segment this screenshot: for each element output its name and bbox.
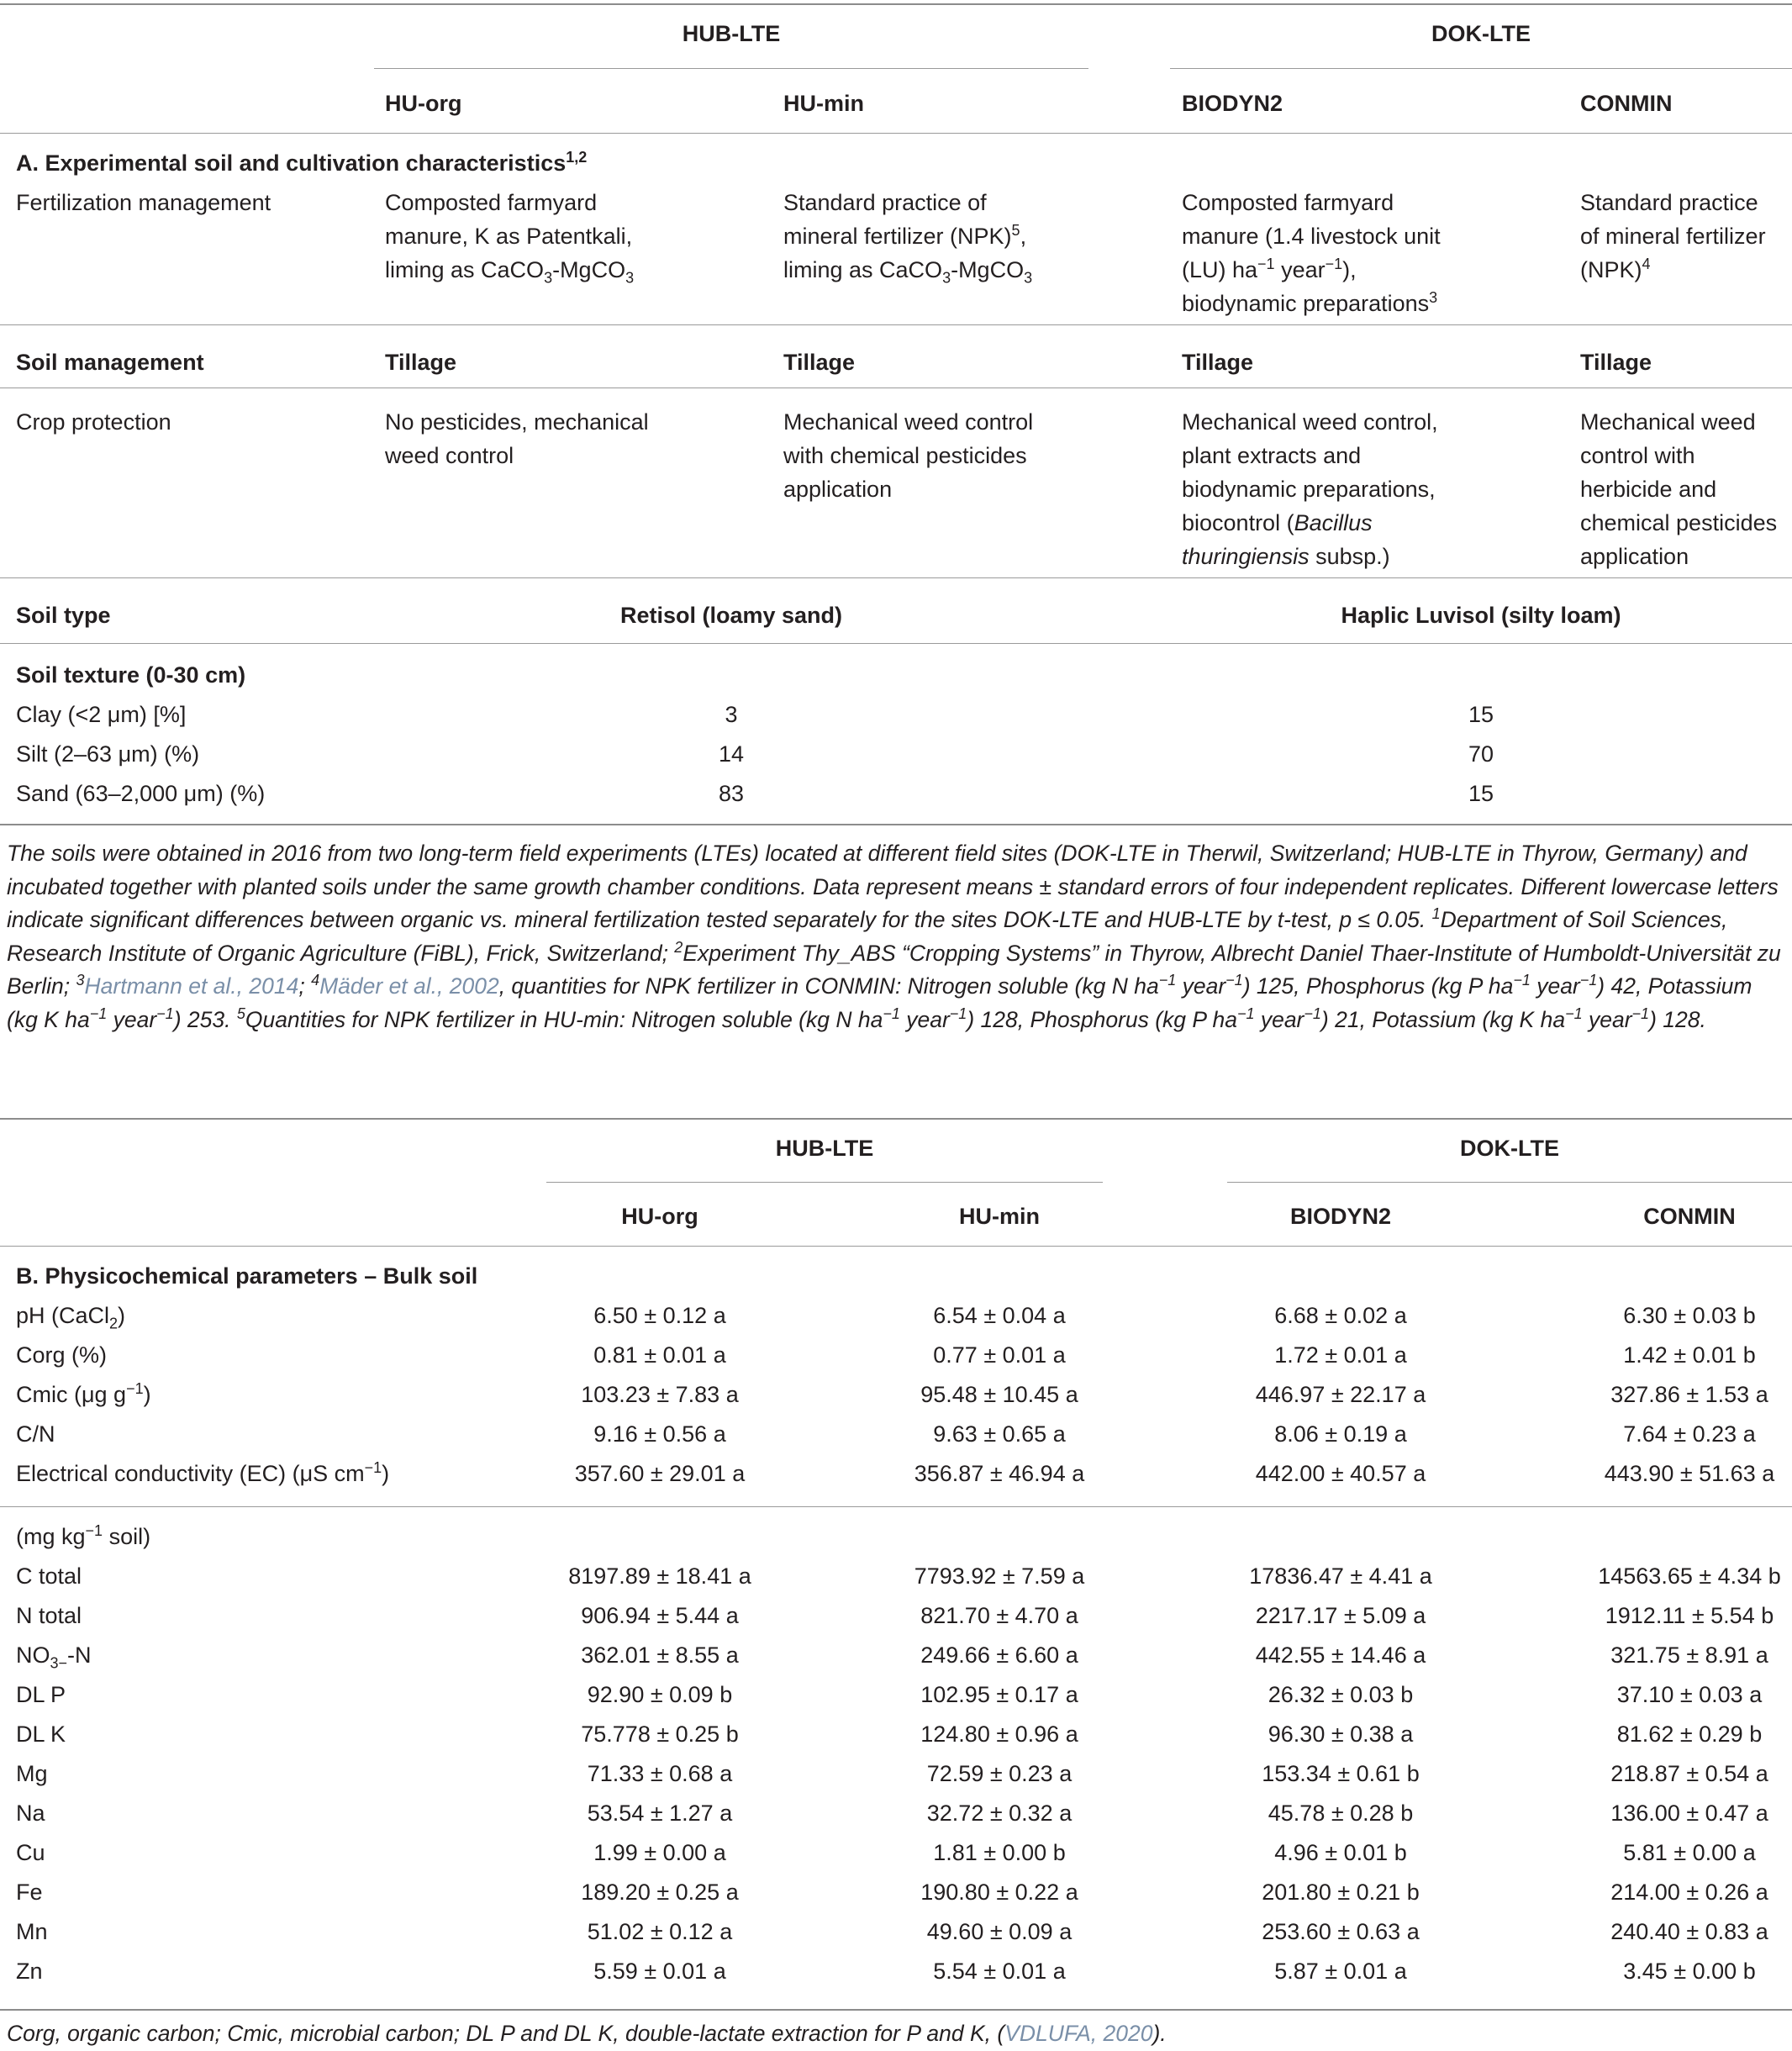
- cell-soil-type-hub: Retisol (loamy sand): [619, 603, 843, 628]
- col-header-b-biodyn2: BIODYN2: [1289, 1204, 1392, 1229]
- cell-soil-management-biodyn2: Tillage: [1182, 350, 1254, 375]
- table-cell: 443.90 ± 51.63 a: [1604, 1461, 1775, 1486]
- table-cell: 442.00 ± 40.57 a: [1255, 1461, 1426, 1486]
- header-rule: [0, 133, 1792, 134]
- row-label: Corg (%): [16, 1342, 108, 1368]
- cell-fertilization-biodyn2: Composted farmyard manure (1.4 livestock unit (LU) $ha^{-1}$ year$^{-1}$), biodynamic preparations$^3$: [1182, 190, 1441, 316]
- row-label-soil-type: Soil type: [16, 603, 111, 628]
- cell-sand-dok: 15: [1468, 781, 1494, 806]
- table-cell: 6.68 ± 0.02 a: [1274, 1303, 1407, 1328]
- table-cell: 95.48 ± 10.45 a: [920, 1382, 1078, 1407]
- group-header-hub-lte: HUB-LTE: [682, 21, 781, 46]
- group-header-b-hub-lte: HUB-LTE: [775, 1136, 874, 1161]
- table-cell: 1.81 ± 0.00 b: [933, 1840, 1066, 1865]
- table-a-footnote: The soils were obtained in 2016 from two long-term field experiments (LTEs) located at different field sites (DOK-LTE in Therwil, Switzerland; HUB-LTE in Thyrow, Germany) and incubated together with planted soils under the same growth chamber conditions. Data represent means ± standard errors of four independent replicates. Different lowercase letters indicate significant differences between organic vs. mineral fertilization tested separately for the sites DOK-LTE and HUB-LTE by t-test, p ≤ 0.05. $^1$Department of Soil Sciences, Research Institute of Organic Agriculture (FiBL), Frick, Switzerland; $^2$Experiment Thy_ABS “Cropping Systems” in Thyrow, Albrecht Daniel Thaer-Institute of Humboldt-Universität zu Berlin; $^3$Hartmann et al., 2014; $^4$Mäder et al., 2002, quantities for NPK fertilizer in CONMIN: Nitrogen soluble (kg N $ha^{-1}$ year$^{-1}$) 125, Phosphorus (kg P $ha^{-1}$ year$^{-1}$) 42, Potassium (kg K $ha^{-1}$ year$^{-1}$) 253. $^5$Quantities for NPK fertilizer in HU-min: Nitrogen soluble (kg N $ha^{-1}$ year$^{-1}$) 128, Phosphorus (kg P $ha^{-1}$ year$^{-1}$) 21, Potassium (kg K $ha^{-1}$ year$^{-1}$) 128.: [7, 841, 1781, 1032]
- group-rule-b-dok: [1227, 1182, 1792, 1183]
- col-header-hu-min: HU-min: [783, 91, 864, 116]
- table-cell: 96.30 ± 0.38 a: [1268, 1721, 1414, 1747]
- cell-soil-management-hu-min: Tillage: [783, 350, 856, 375]
- table-cell: 32.72 ± 0.32 a: [926, 1801, 1073, 1826]
- table-cell: 1.42 ± 0.01 b: [1623, 1342, 1756, 1368]
- table-cell: 821.70 ± 4.70 a: [920, 1603, 1078, 1628]
- table-cell: 6.30 ± 0.03 b: [1623, 1303, 1756, 1328]
- cell-clay-dok: 15: [1468, 702, 1494, 727]
- rule-after-soil-type: [0, 643, 1792, 644]
- table-cell: 201.80 ± 0.21 b: [1262, 1880, 1420, 1905]
- table-cell: 362.01 ± 8.55 a: [581, 1642, 739, 1668]
- row-label: Cmic (μg $g^{-1}$): [16, 1380, 151, 1407]
- cell-fertilization-hu-org: Composted farmyard manure, K as Patentkali, liming as CaCO$_3$-MgCO$_3$: [385, 190, 635, 287]
- table-a-top-rule: [0, 3, 1792, 5]
- table-cell: 6.50 ± 0.12 a: [593, 1303, 726, 1328]
- cell-fertilization-hu-min: Standard practice of mineral fertilizer (NPK)$^5$, liming as CaCO$_3$-MgCO$_3$: [783, 190, 1033, 287]
- section-title-b: B. Physicochemical parameters – Bulk soil: [16, 1263, 478, 1289]
- rule-mid-b: [0, 1506, 1792, 1507]
- row-label: Na: [16, 1801, 45, 1826]
- cell-silt-dok: 70: [1468, 741, 1494, 767]
- group-header-b-dok-lte: DOK-LTE: [1460, 1136, 1559, 1161]
- table-cell: 5.81 ± 0.00 a: [1623, 1840, 1756, 1865]
- table-cell: 7793.92 ± 7.59 a: [914, 1563, 1085, 1589]
- table-b-top-rule: [0, 1118, 1792, 1120]
- cell-soil-management-hu-org: Tillage: [385, 350, 457, 375]
- row-label: Fe: [16, 1880, 43, 1905]
- table-cell: 37.10 ± 0.03 a: [1616, 1682, 1763, 1707]
- table-cell: 71.33 ± 0.68 a: [587, 1761, 733, 1786]
- table-cell: 45.78 ± 0.28 b: [1268, 1801, 1414, 1826]
- row-label: Electrical conductivity (EC) (μS $cm^{-1}$): [16, 1459, 390, 1486]
- table-cell: 240.40 ± 0.83 a: [1610, 1919, 1768, 1944]
- cell-crop-protection-hu-min: Mechanical weed control with chemical pesticides application: [783, 409, 1034, 502]
- row-label-soil-texture: Soil texture (0-30 cm): [16, 662, 246, 688]
- table-cell: 5.87 ± 0.01 a: [1274, 1959, 1407, 1984]
- row-label: Zn: [16, 1959, 43, 1984]
- table-cell: 906.94 ± 5.44 a: [581, 1603, 739, 1628]
- cell-crop-protection-hu-org: No pesticides, mechanical weed control: [385, 409, 649, 468]
- table-cell: 0.81 ± 0.01 a: [593, 1342, 726, 1368]
- table-cell: 14563.65 ± 4.34 b: [1598, 1563, 1781, 1589]
- table-cell: 5.54 ± 0.01 a: [933, 1959, 1066, 1984]
- row-label: DL P: [16, 1682, 66, 1707]
- group-rule-hub: [374, 68, 1088, 69]
- table-cell: 6.54 ± 0.04 a: [933, 1303, 1066, 1328]
- cell-fertilization-conmin: Standard practice of mineral fertilizer (NPK)$^4$: [1580, 190, 1766, 282]
- header-rule-b: [0, 1246, 1792, 1247]
- table-cell: 49.60 ± 0.09 a: [926, 1919, 1073, 1944]
- col-header-conmin: CONMIN: [1580, 91, 1673, 116]
- cell-soil-type-dok: Haplic Luvisol (silty loam): [1341, 603, 1621, 628]
- row-label-fertilization: Fertilization management: [16, 190, 271, 215]
- table-cell: 92.90 ± 0.09 b: [587, 1682, 733, 1707]
- table-cell: 3.45 ± 0.00 b: [1623, 1959, 1756, 1984]
- table-cell: 51.02 ± 0.12 a: [587, 1919, 733, 1944]
- table-cell: 1912.11 ± 5.54 b: [1605, 1603, 1774, 1628]
- row-label-soil-management: Soil management: [16, 350, 204, 375]
- row-label: pH (CaCl$_2$): [16, 1303, 126, 1332]
- table-cell: 81.62 ± 0.29 b: [1616, 1721, 1763, 1747]
- table-cell: 153.34 ± 0.61 b: [1262, 1761, 1420, 1786]
- table-cell: 103.23 ± 7.83 a: [581, 1382, 739, 1407]
- table-b-footnote: Corg, organic carbon; Cmic, microbial carbon; DL P and DL K, double-lactate extraction for P and K, (VDLUFA, 2020).: [7, 2021, 1167, 2046]
- table-cell: 5.59 ± 0.01 a: [593, 1959, 726, 1984]
- col-header-hu-org: HU-org: [385, 91, 462, 116]
- col-header-b-hu-min: HU-min: [959, 1204, 1040, 1229]
- row-label-sand: Sand (63–2,000 μm) (%): [16, 781, 266, 806]
- table-cell: 4.96 ± 0.01 b: [1274, 1840, 1407, 1865]
- group-rule-dok: [1170, 68, 1792, 69]
- table-cell: 72.59 ± 0.23 a: [926, 1761, 1073, 1786]
- table-cell: 136.00 ± 0.47 a: [1610, 1801, 1768, 1826]
- group-header-dok-lte: DOK-LTE: [1431, 21, 1531, 46]
- table-cell: 26.32 ± 0.03 b: [1268, 1682, 1414, 1707]
- cell-crop-protection-biodyn2: Mechanical weed control, plant extracts and biodynamic preparations, biocontrol (Bacillus thuringiensis subsp.): [1182, 409, 1438, 569]
- row-label-silt: Silt (2–63 μm) (%): [16, 741, 200, 767]
- col-header-biodyn2: BIODYN2: [1182, 91, 1283, 116]
- row-label: DL K: [16, 1721, 66, 1747]
- cell-sand-hub: 83: [718, 781, 745, 806]
- section-title-a: A. Experimental soil and cultivation characteristics$^{1,2}$: [16, 149, 588, 176]
- table-cell: 8197.89 ± 18.41 a: [568, 1563, 751, 1589]
- cell-soil-management-conmin: Tillage: [1580, 350, 1652, 375]
- table-cell: 7.64 ± 0.23 a: [1623, 1421, 1756, 1447]
- group-rule-b-hub: [546, 1182, 1103, 1183]
- table-cell: 442.55 ± 14.46 a: [1255, 1642, 1426, 1668]
- table-cell: 9.63 ± 0.65 a: [933, 1421, 1066, 1447]
- row-label: $NO_{3-}-N$: [16, 1642, 92, 1672]
- table-cell: 357.60 ± 29.01 a: [574, 1461, 746, 1486]
- table-cell: 214.00 ± 0.26 a: [1610, 1880, 1768, 1905]
- row-label: C/N: [16, 1421, 55, 1447]
- table-cell: 218.87 ± 0.54 a: [1610, 1761, 1768, 1786]
- table-a-bottom-rule: [0, 824, 1792, 825]
- col-header-b-conmin: CONMIN: [1643, 1204, 1736, 1229]
- row-label: Cu: [16, 1840, 45, 1865]
- cell-crop-protection-conmin: Mechanical weed control with herbicide and chemical pesticides application: [1580, 409, 1778, 569]
- table-cell: 1.72 ± 0.01 a: [1274, 1342, 1407, 1368]
- table-cell: 9.16 ± 0.56 a: [593, 1421, 726, 1447]
- table-cell: 249.66 ± 6.60 a: [920, 1642, 1078, 1668]
- table-cell: 17836.47 ± 4.41 a: [1249, 1563, 1432, 1589]
- table-cell: 446.97 ± 22.17 a: [1255, 1382, 1426, 1407]
- table-cell: 102.95 ± 0.17 a: [920, 1682, 1078, 1707]
- table-cell: 253.60 ± 0.63 a: [1262, 1919, 1420, 1944]
- table-cell: 53.54 ± 1.27 a: [587, 1801, 733, 1826]
- rule-after-crop-protection: [0, 577, 1792, 578]
- table-cell: 0.77 ± 0.01 a: [933, 1342, 1066, 1368]
- row-label-clay: Clay (<2 μm) [%]: [16, 702, 187, 727]
- unit-label: (mg $kg^{-1}$ soil): [16, 1522, 151, 1549]
- table-cell: 327.86 ± 1.53 a: [1610, 1382, 1768, 1407]
- rule-after-fertilization: [0, 324, 1792, 325]
- table-cell: 189.20 ± 0.25 a: [581, 1880, 739, 1905]
- table-cell: 321.75 ± 8.91 a: [1610, 1642, 1768, 1668]
- table-cell: 8.06 ± 0.19 a: [1274, 1421, 1407, 1447]
- row-label-crop-protection: Crop protection: [16, 409, 171, 435]
- table-cell: 2217.17 ± 5.09 a: [1255, 1603, 1426, 1628]
- row-label: Mn: [16, 1919, 48, 1944]
- table-cell: 75.778 ± 0.25 b: [581, 1721, 739, 1747]
- table-cell: 1.99 ± 0.00 a: [593, 1840, 726, 1865]
- row-label: C total: [16, 1563, 82, 1589]
- table-cell: 190.80 ± 0.22 a: [920, 1880, 1078, 1905]
- row-label: Mg: [16, 1761, 48, 1786]
- row-label: N total: [16, 1603, 82, 1628]
- cell-clay-hub: 3: [725, 702, 738, 727]
- cell-silt-hub: 14: [718, 741, 745, 767]
- table-cell: 124.80 ± 0.96 a: [920, 1721, 1078, 1747]
- table-b-bottom-rule: [0, 2009, 1792, 2011]
- col-header-b-hu-org: HU-org: [621, 1204, 698, 1229]
- table-cell: 356.87 ± 46.94 a: [914, 1461, 1085, 1486]
